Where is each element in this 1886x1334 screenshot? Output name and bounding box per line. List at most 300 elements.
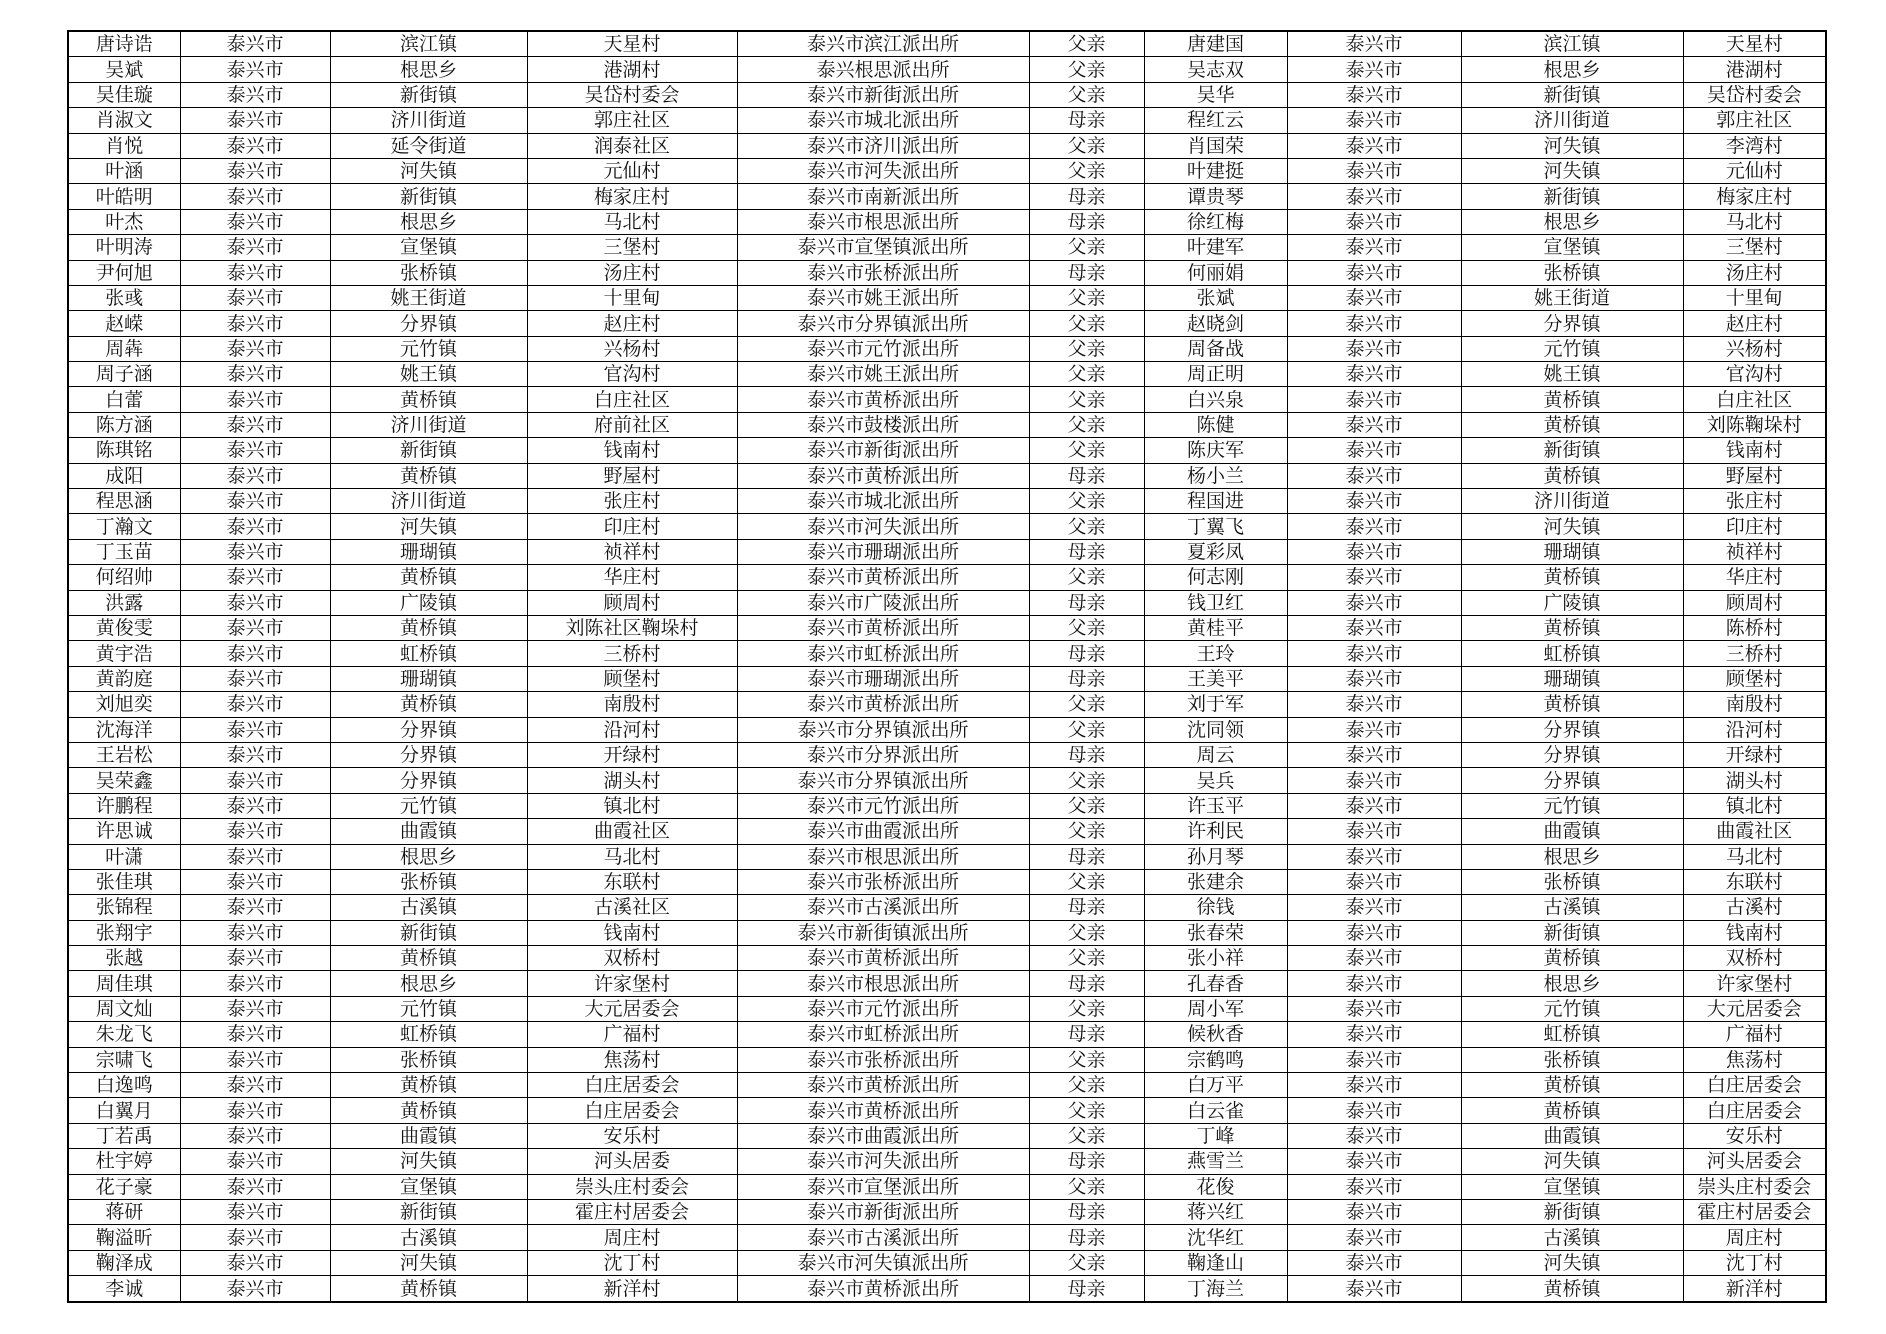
table-row: [68, 920, 1826, 945]
table-row: [68, 514, 1826, 539]
city-cell: 泰兴市: [180, 1098, 330, 1123]
guardian-village-cell: 东联村: [1683, 869, 1826, 894]
city-cell: 泰兴市: [180, 1073, 330, 1098]
guardian-town-cell: 滨江镇: [1461, 31, 1683, 57]
guardian-city-cell: 泰兴市: [1287, 387, 1461, 412]
guardian-city-cell: 泰兴市: [1287, 539, 1461, 564]
relation-cell: 父亲: [1029, 31, 1144, 57]
guardian-town-cell: 曲霞镇: [1461, 819, 1683, 844]
guardian-town-cell: 分界镇: [1461, 742, 1683, 767]
village-cell: 顾周村: [527, 590, 737, 615]
guardian-name-cell: 徐钱: [1144, 895, 1287, 920]
city-cell: 泰兴市: [180, 387, 330, 412]
relation-cell: 父亲: [1029, 412, 1144, 437]
village-cell: 赵庄村: [527, 311, 737, 336]
city-cell: 泰兴市: [180, 920, 330, 945]
table-row: [68, 1098, 1826, 1123]
guardian-city-cell: 泰兴市: [1287, 1022, 1461, 1047]
police-station-cell: 泰兴市黄桥派出所: [737, 1098, 1029, 1123]
city-cell: 泰兴市: [180, 158, 330, 183]
guardian-name-cell: 孙月琴: [1144, 844, 1287, 869]
guardian-town-cell: 元竹镇: [1461, 336, 1683, 361]
city-cell: 泰兴市: [180, 565, 330, 590]
relation-cell: 母亲: [1029, 641, 1144, 666]
village-cell: 双桥村: [527, 946, 737, 971]
guardian-village-cell: 三堡村: [1683, 235, 1826, 260]
name-cell: 宗啸飞: [68, 1047, 180, 1072]
name-cell: 叶杰: [68, 209, 180, 234]
table-row: [68, 260, 1826, 285]
town-cell: 河失镇: [330, 514, 527, 539]
village-cell: 天星村: [527, 31, 737, 57]
name-cell: 周文灿: [68, 996, 180, 1021]
guardian-name-cell: 陈健: [1144, 412, 1287, 437]
police-station-cell: 泰兴市姚王派出所: [737, 285, 1029, 310]
city-cell: 泰兴市: [180, 742, 330, 767]
relation-cell: 父亲: [1029, 1073, 1144, 1098]
town-cell: 河失镇: [330, 158, 527, 183]
guardian-village-cell: 华庄村: [1683, 565, 1826, 590]
guardian-village-cell: 吴岱村委会: [1683, 82, 1826, 107]
name-cell: 成阳: [68, 463, 180, 488]
guardian-village-cell: 广福村: [1683, 1022, 1826, 1047]
guardian-town-cell: 黄桥镇: [1461, 1276, 1683, 1302]
guardian-village-cell: 钱南村: [1683, 438, 1826, 463]
city-cell: 泰兴市: [180, 285, 330, 310]
name-cell: 陈方涵: [68, 412, 180, 437]
village-cell: 府前社区: [527, 412, 737, 437]
guardian-name-cell: 花俊: [1144, 1174, 1287, 1199]
city-cell: 泰兴市: [180, 1123, 330, 1148]
guardian-town-cell: 虹桥镇: [1461, 1022, 1683, 1047]
guardian-name-cell: 陈庆军: [1144, 438, 1287, 463]
guardian-village-cell: 古溪村: [1683, 895, 1826, 920]
town-cell: 珊瑚镇: [330, 539, 527, 564]
city-cell: 泰兴市: [180, 108, 330, 133]
table-row: [68, 946, 1826, 971]
guardian-city-cell: 泰兴市: [1287, 819, 1461, 844]
town-cell: 张桥镇: [330, 260, 527, 285]
town-cell: 济川街道: [330, 489, 527, 514]
town-cell: 黄桥镇: [330, 616, 527, 641]
guardian-city-cell: 泰兴市: [1287, 920, 1461, 945]
data-table: [67, 30, 1827, 1303]
guardian-name-cell: 沈同领: [1144, 717, 1287, 742]
police-station-cell: 泰兴市宣堡派出所: [737, 1174, 1029, 1199]
city-cell: 泰兴市: [180, 184, 330, 209]
guardian-city-cell: 泰兴市: [1287, 717, 1461, 742]
table-row: [68, 717, 1826, 742]
police-station-cell: 泰兴市鼓楼派出所: [737, 412, 1029, 437]
guardian-town-cell: 虹桥镇: [1461, 641, 1683, 666]
town-cell: 宣堡镇: [330, 1174, 527, 1199]
city-cell: 泰兴市: [180, 717, 330, 742]
guardian-town-cell: 黄桥镇: [1461, 946, 1683, 971]
name-cell: 叶皓明: [68, 184, 180, 209]
police-station-cell: 泰兴市黄桥派出所: [737, 463, 1029, 488]
guardian-city-cell: 泰兴市: [1287, 1250, 1461, 1275]
police-station-cell: 泰兴根思派出所: [737, 57, 1029, 82]
village-cell: 河头居委: [527, 1149, 737, 1174]
city-cell: 泰兴市: [180, 82, 330, 107]
guardian-name-cell: 孔春香: [1144, 971, 1287, 996]
village-cell: 元仙村: [527, 158, 737, 183]
guardian-city-cell: 泰兴市: [1287, 844, 1461, 869]
city-cell: 泰兴市: [180, 336, 330, 361]
guardian-village-cell: 周庄村: [1683, 1225, 1826, 1250]
guardian-name-cell: 王玲: [1144, 641, 1287, 666]
city-cell: 泰兴市: [180, 235, 330, 260]
village-cell: 曲霞社区: [527, 819, 737, 844]
guardian-city-cell: 泰兴市: [1287, 285, 1461, 310]
city-cell: 泰兴市: [180, 362, 330, 387]
police-station-cell: 泰兴市黄桥派出所: [737, 565, 1029, 590]
guardian-town-cell: 黄桥镇: [1461, 1073, 1683, 1098]
village-cell: 汤庄村: [527, 260, 737, 285]
relation-cell: 父亲: [1029, 996, 1144, 1021]
guardian-town-cell: 新街镇: [1461, 438, 1683, 463]
guardian-village-cell: 白庄居委会: [1683, 1098, 1826, 1123]
guardian-city-cell: 泰兴市: [1287, 1225, 1461, 1250]
name-cell: 赵嵘: [68, 311, 180, 336]
police-station-cell: 泰兴市张桥派出所: [737, 869, 1029, 894]
guardian-name-cell: 赵晓剑: [1144, 311, 1287, 336]
police-station-cell: 泰兴市黄桥派出所: [737, 692, 1029, 717]
guardian-city-cell: 泰兴市: [1287, 108, 1461, 133]
town-cell: 河失镇: [330, 1149, 527, 1174]
village-cell: 三桥村: [527, 641, 737, 666]
table-row: [68, 1047, 1826, 1072]
village-cell: 沈丁村: [527, 1250, 737, 1275]
town-cell: 新街镇: [330, 920, 527, 945]
guardian-village-cell: 刘陈鞠垛村: [1683, 412, 1826, 437]
city-cell: 泰兴市: [180, 463, 330, 488]
city-cell: 泰兴市: [180, 539, 330, 564]
name-cell: 叶潇: [68, 844, 180, 869]
town-cell: 虹桥镇: [330, 641, 527, 666]
table-row: [68, 895, 1826, 920]
table-row: [68, 819, 1826, 844]
village-cell: 顾堡村: [527, 666, 737, 691]
city-cell: 泰兴市: [180, 438, 330, 463]
police-station-cell: 泰兴市河失派出所: [737, 1149, 1029, 1174]
guardian-village-cell: 安乐村: [1683, 1123, 1826, 1148]
relation-cell: 母亲: [1029, 260, 1144, 285]
guardian-city-cell: 泰兴市: [1287, 641, 1461, 666]
village-cell: 港湖村: [527, 57, 737, 82]
village-cell: 焦荡村: [527, 1047, 737, 1072]
relation-cell: 父亲: [1029, 158, 1144, 183]
city-cell: 泰兴市: [180, 768, 330, 793]
name-cell: 周子涵: [68, 362, 180, 387]
village-cell: 古溪社区: [527, 895, 737, 920]
name-cell: 许鹏程: [68, 793, 180, 818]
guardian-name-cell: 白云雀: [1144, 1098, 1287, 1123]
town-cell: 新街镇: [330, 438, 527, 463]
town-cell: 根思乡: [330, 57, 527, 82]
guardian-name-cell: 钱卫红: [1144, 590, 1287, 615]
guardian-name-cell: 夏彩凤: [1144, 539, 1287, 564]
guardian-village-cell: 印庄村: [1683, 514, 1826, 539]
name-cell: 叶明涛: [68, 235, 180, 260]
name-cell: 黄宇浩: [68, 641, 180, 666]
town-cell: 根思乡: [330, 209, 527, 234]
city-cell: 泰兴市: [180, 57, 330, 82]
police-station-cell: 泰兴市曲霞派出所: [737, 1123, 1029, 1148]
city-cell: 泰兴市: [180, 209, 330, 234]
guardian-town-cell: 黄桥镇: [1461, 565, 1683, 590]
police-station-cell: 泰兴市珊瑚派出所: [737, 666, 1029, 691]
city-cell: 泰兴市: [180, 1022, 330, 1047]
police-station-cell: 泰兴市宣堡镇派出所: [737, 235, 1029, 260]
police-station-cell: 泰兴市河失镇派出所: [737, 1250, 1029, 1275]
table-row: [68, 387, 1826, 412]
relation-cell: 父亲: [1029, 565, 1144, 590]
relation-cell: 父亲: [1029, 1174, 1144, 1199]
name-cell: 尹何旭: [68, 260, 180, 285]
town-cell: 张桥镇: [330, 1047, 527, 1072]
city-cell: 泰兴市: [180, 641, 330, 666]
guardian-name-cell: 徐红梅: [1144, 209, 1287, 234]
name-cell: 黄韵庭: [68, 666, 180, 691]
village-cell: 安乐村: [527, 1123, 737, 1148]
town-cell: 新街镇: [330, 184, 527, 209]
relation-cell: 母亲: [1029, 108, 1144, 133]
guardian-city-cell: 泰兴市: [1287, 438, 1461, 463]
city-cell: 泰兴市: [180, 31, 330, 57]
town-cell: 元竹镇: [330, 336, 527, 361]
guardian-name-cell: 周云: [1144, 742, 1287, 767]
town-cell: 分界镇: [330, 768, 527, 793]
guardian-name-cell: 程红云: [1144, 108, 1287, 133]
guardian-name-cell: 吴志双: [1144, 57, 1287, 82]
guardian-village-cell: 马北村: [1683, 209, 1826, 234]
name-cell: 吴斌: [68, 57, 180, 82]
name-cell: 沈海洋: [68, 717, 180, 742]
guardian-city-cell: 泰兴市: [1287, 133, 1461, 158]
table-row: [68, 412, 1826, 437]
guardian-city-cell: 泰兴市: [1287, 1174, 1461, 1199]
city-cell: 泰兴市: [180, 844, 330, 869]
table-row: [68, 438, 1826, 463]
police-station-cell: 泰兴市分界派出所: [737, 742, 1029, 767]
guardian-village-cell: 双桥村: [1683, 946, 1826, 971]
guardian-city-cell: 泰兴市: [1287, 1098, 1461, 1123]
police-station-cell: 泰兴市河失派出所: [737, 514, 1029, 539]
relation-cell: 父亲: [1029, 869, 1144, 894]
guardian-village-cell: 汤庄村: [1683, 260, 1826, 285]
village-cell: 祯祥村: [527, 539, 737, 564]
guardian-name-cell: 张斌: [1144, 285, 1287, 310]
guardian-village-cell: 沈丁村: [1683, 1250, 1826, 1275]
guardian-city-cell: 泰兴市: [1287, 616, 1461, 641]
guardian-city-cell: 泰兴市: [1287, 235, 1461, 260]
guardian-city-cell: 泰兴市: [1287, 260, 1461, 285]
guardian-village-cell: 李湾村: [1683, 133, 1826, 158]
name-cell: 鞠泽成: [68, 1250, 180, 1275]
guardian-town-cell: 古溪镇: [1461, 1225, 1683, 1250]
guardian-name-cell: 肖国荣: [1144, 133, 1287, 158]
police-station-cell: 泰兴市黄桥派出所: [737, 1073, 1029, 1098]
guardian-name-cell: 蒋兴红: [1144, 1199, 1287, 1224]
name-cell: 肖淑文: [68, 108, 180, 133]
table-row: [68, 641, 1826, 666]
guardian-town-cell: 新街镇: [1461, 1199, 1683, 1224]
guardian-city-cell: 泰兴市: [1287, 768, 1461, 793]
relation-cell: 母亲: [1029, 1276, 1144, 1302]
police-station-cell: 泰兴市根思派出所: [737, 209, 1029, 234]
table-row: [68, 616, 1826, 641]
village-cell: 钱南村: [527, 920, 737, 945]
table-row: [68, 1250, 1826, 1275]
name-cell: 张佳琪: [68, 869, 180, 894]
city-cell: 泰兴市: [180, 412, 330, 437]
police-station-cell: 泰兴市南新派出所: [737, 184, 1029, 209]
town-cell: 元竹镇: [330, 793, 527, 818]
guardian-village-cell: 湖头村: [1683, 768, 1826, 793]
name-cell: 吴佳璇: [68, 82, 180, 107]
name-cell: 周犇: [68, 336, 180, 361]
village-cell: 刘陈社区鞠垛村: [527, 616, 737, 641]
village-cell: 润泰社区: [527, 133, 737, 158]
town-cell: 黄桥镇: [330, 692, 527, 717]
guardian-village-cell: 新洋村: [1683, 1276, 1826, 1302]
table-row: [68, 844, 1826, 869]
name-cell: 洪露: [68, 590, 180, 615]
town-cell: 曲霞镇: [330, 1123, 527, 1148]
guardian-town-cell: 河失镇: [1461, 158, 1683, 183]
relation-cell: 父亲: [1029, 793, 1144, 818]
guardian-name-cell: 叶建挺: [1144, 158, 1287, 183]
city-cell: 泰兴市: [180, 1250, 330, 1275]
relation-cell: 父亲: [1029, 616, 1144, 641]
guardian-village-cell: 赵庄村: [1683, 311, 1826, 336]
guardian-town-cell: 新街镇: [1461, 184, 1683, 209]
police-station-cell: 泰兴市新街镇派出所: [737, 920, 1029, 945]
relation-cell: 父亲: [1029, 82, 1144, 107]
table-row: [68, 692, 1826, 717]
guardian-town-cell: 张桥镇: [1461, 869, 1683, 894]
city-cell: 泰兴市: [180, 1276, 330, 1302]
city-cell: 泰兴市: [180, 692, 330, 717]
village-cell: 张庄村: [527, 489, 737, 514]
relation-cell: 父亲: [1029, 1123, 1144, 1148]
town-cell: 黄桥镇: [330, 1073, 527, 1098]
table-row: [68, 539, 1826, 564]
guardian-city-cell: 泰兴市: [1287, 742, 1461, 767]
city-cell: 泰兴市: [180, 260, 330, 285]
guardian-name-cell: 燕雪兰: [1144, 1149, 1287, 1174]
guardian-town-cell: 黄桥镇: [1461, 463, 1683, 488]
table-row: [68, 1225, 1826, 1250]
guardian-town-cell: 珊瑚镇: [1461, 666, 1683, 691]
guardian-village-cell: 顾周村: [1683, 590, 1826, 615]
village-cell: 梅家庄村: [527, 184, 737, 209]
town-cell: 根思乡: [330, 971, 527, 996]
guardian-city-cell: 泰兴市: [1287, 666, 1461, 691]
guardian-village-cell: 三桥村: [1683, 641, 1826, 666]
table-row: [68, 133, 1826, 158]
city-cell: 泰兴市: [180, 971, 330, 996]
guardian-city-cell: 泰兴市: [1287, 514, 1461, 539]
name-cell: 丁瀚文: [68, 514, 180, 539]
village-cell: 白庄居委会: [527, 1098, 737, 1123]
town-cell: 滨江镇: [330, 31, 527, 57]
guardian-name-cell: 何志刚: [1144, 565, 1287, 590]
guardian-name-cell: 叶建军: [1144, 235, 1287, 260]
city-cell: 泰兴市: [180, 819, 330, 844]
police-station-cell: 泰兴市分界镇派出所: [737, 717, 1029, 742]
relation-cell: 父亲: [1029, 133, 1144, 158]
relation-cell: 父亲: [1029, 819, 1144, 844]
guardian-village-cell: 马北村: [1683, 844, 1826, 869]
guardian-city-cell: 泰兴市: [1287, 57, 1461, 82]
town-cell: 广陵镇: [330, 590, 527, 615]
city-cell: 泰兴市: [180, 869, 330, 894]
guardian-city-cell: 泰兴市: [1287, 1047, 1461, 1072]
town-cell: 新街镇: [330, 1199, 527, 1224]
guardian-city-cell: 泰兴市: [1287, 590, 1461, 615]
town-cell: 分界镇: [330, 717, 527, 742]
town-cell: 张桥镇: [330, 869, 527, 894]
guardian-city-cell: 泰兴市: [1287, 158, 1461, 183]
relation-cell: 母亲: [1029, 895, 1144, 920]
town-cell: 黄桥镇: [330, 1098, 527, 1123]
guardian-city-cell: 泰兴市: [1287, 996, 1461, 1021]
guardian-city-cell: 泰兴市: [1287, 209, 1461, 234]
guardian-city-cell: 泰兴市: [1287, 1276, 1461, 1302]
guardian-town-cell: 黄桥镇: [1461, 412, 1683, 437]
table-row: [68, 1149, 1826, 1174]
table-row: [68, 768, 1826, 793]
village-cell: 许家堡村: [527, 971, 737, 996]
town-cell: 黄桥镇: [330, 565, 527, 590]
name-cell: 花子豪: [68, 1174, 180, 1199]
guardian-village-cell: 郭庄社区: [1683, 108, 1826, 133]
village-cell: 郭庄社区: [527, 108, 737, 133]
town-cell: 姚王街道: [330, 285, 527, 310]
town-cell: 河失镇: [330, 1250, 527, 1275]
guardian-town-cell: 河失镇: [1461, 1250, 1683, 1275]
guardian-city-cell: 泰兴市: [1287, 971, 1461, 996]
guardian-town-cell: 济川街道: [1461, 108, 1683, 133]
police-station-cell: 泰兴市虹桥派出所: [737, 1022, 1029, 1047]
guardian-town-cell: 姚王镇: [1461, 362, 1683, 387]
guardian-town-cell: 根思乡: [1461, 971, 1683, 996]
guardian-village-cell: 大元居委会: [1683, 996, 1826, 1021]
guardian-name-cell: 王美平: [1144, 666, 1287, 691]
guardian-village-cell: 河头居委会: [1683, 1149, 1826, 1174]
guardian-name-cell: 刘于军: [1144, 692, 1287, 717]
town-cell: 珊瑚镇: [330, 666, 527, 691]
table-row: [68, 996, 1826, 1021]
relation-cell: 母亲: [1029, 1022, 1144, 1047]
guardian-city-cell: 泰兴市: [1287, 1073, 1461, 1098]
police-station-cell: 泰兴市元竹派出所: [737, 793, 1029, 818]
police-station-cell: 泰兴市黄桥派出所: [737, 946, 1029, 971]
guardian-town-cell: 姚王街道: [1461, 285, 1683, 310]
name-cell: 王岩松: [68, 742, 180, 767]
village-cell: 开绿村: [527, 742, 737, 767]
village-cell: 湖头村: [527, 768, 737, 793]
town-cell: 根思乡: [330, 844, 527, 869]
name-cell: 周佳琪: [68, 971, 180, 996]
village-cell: 马北村: [527, 209, 737, 234]
city-cell: 泰兴市: [180, 489, 330, 514]
relation-cell: 父亲: [1029, 489, 1144, 514]
guardian-village-cell: 港湖村: [1683, 57, 1826, 82]
guardian-village-cell: 开绿村: [1683, 742, 1826, 767]
